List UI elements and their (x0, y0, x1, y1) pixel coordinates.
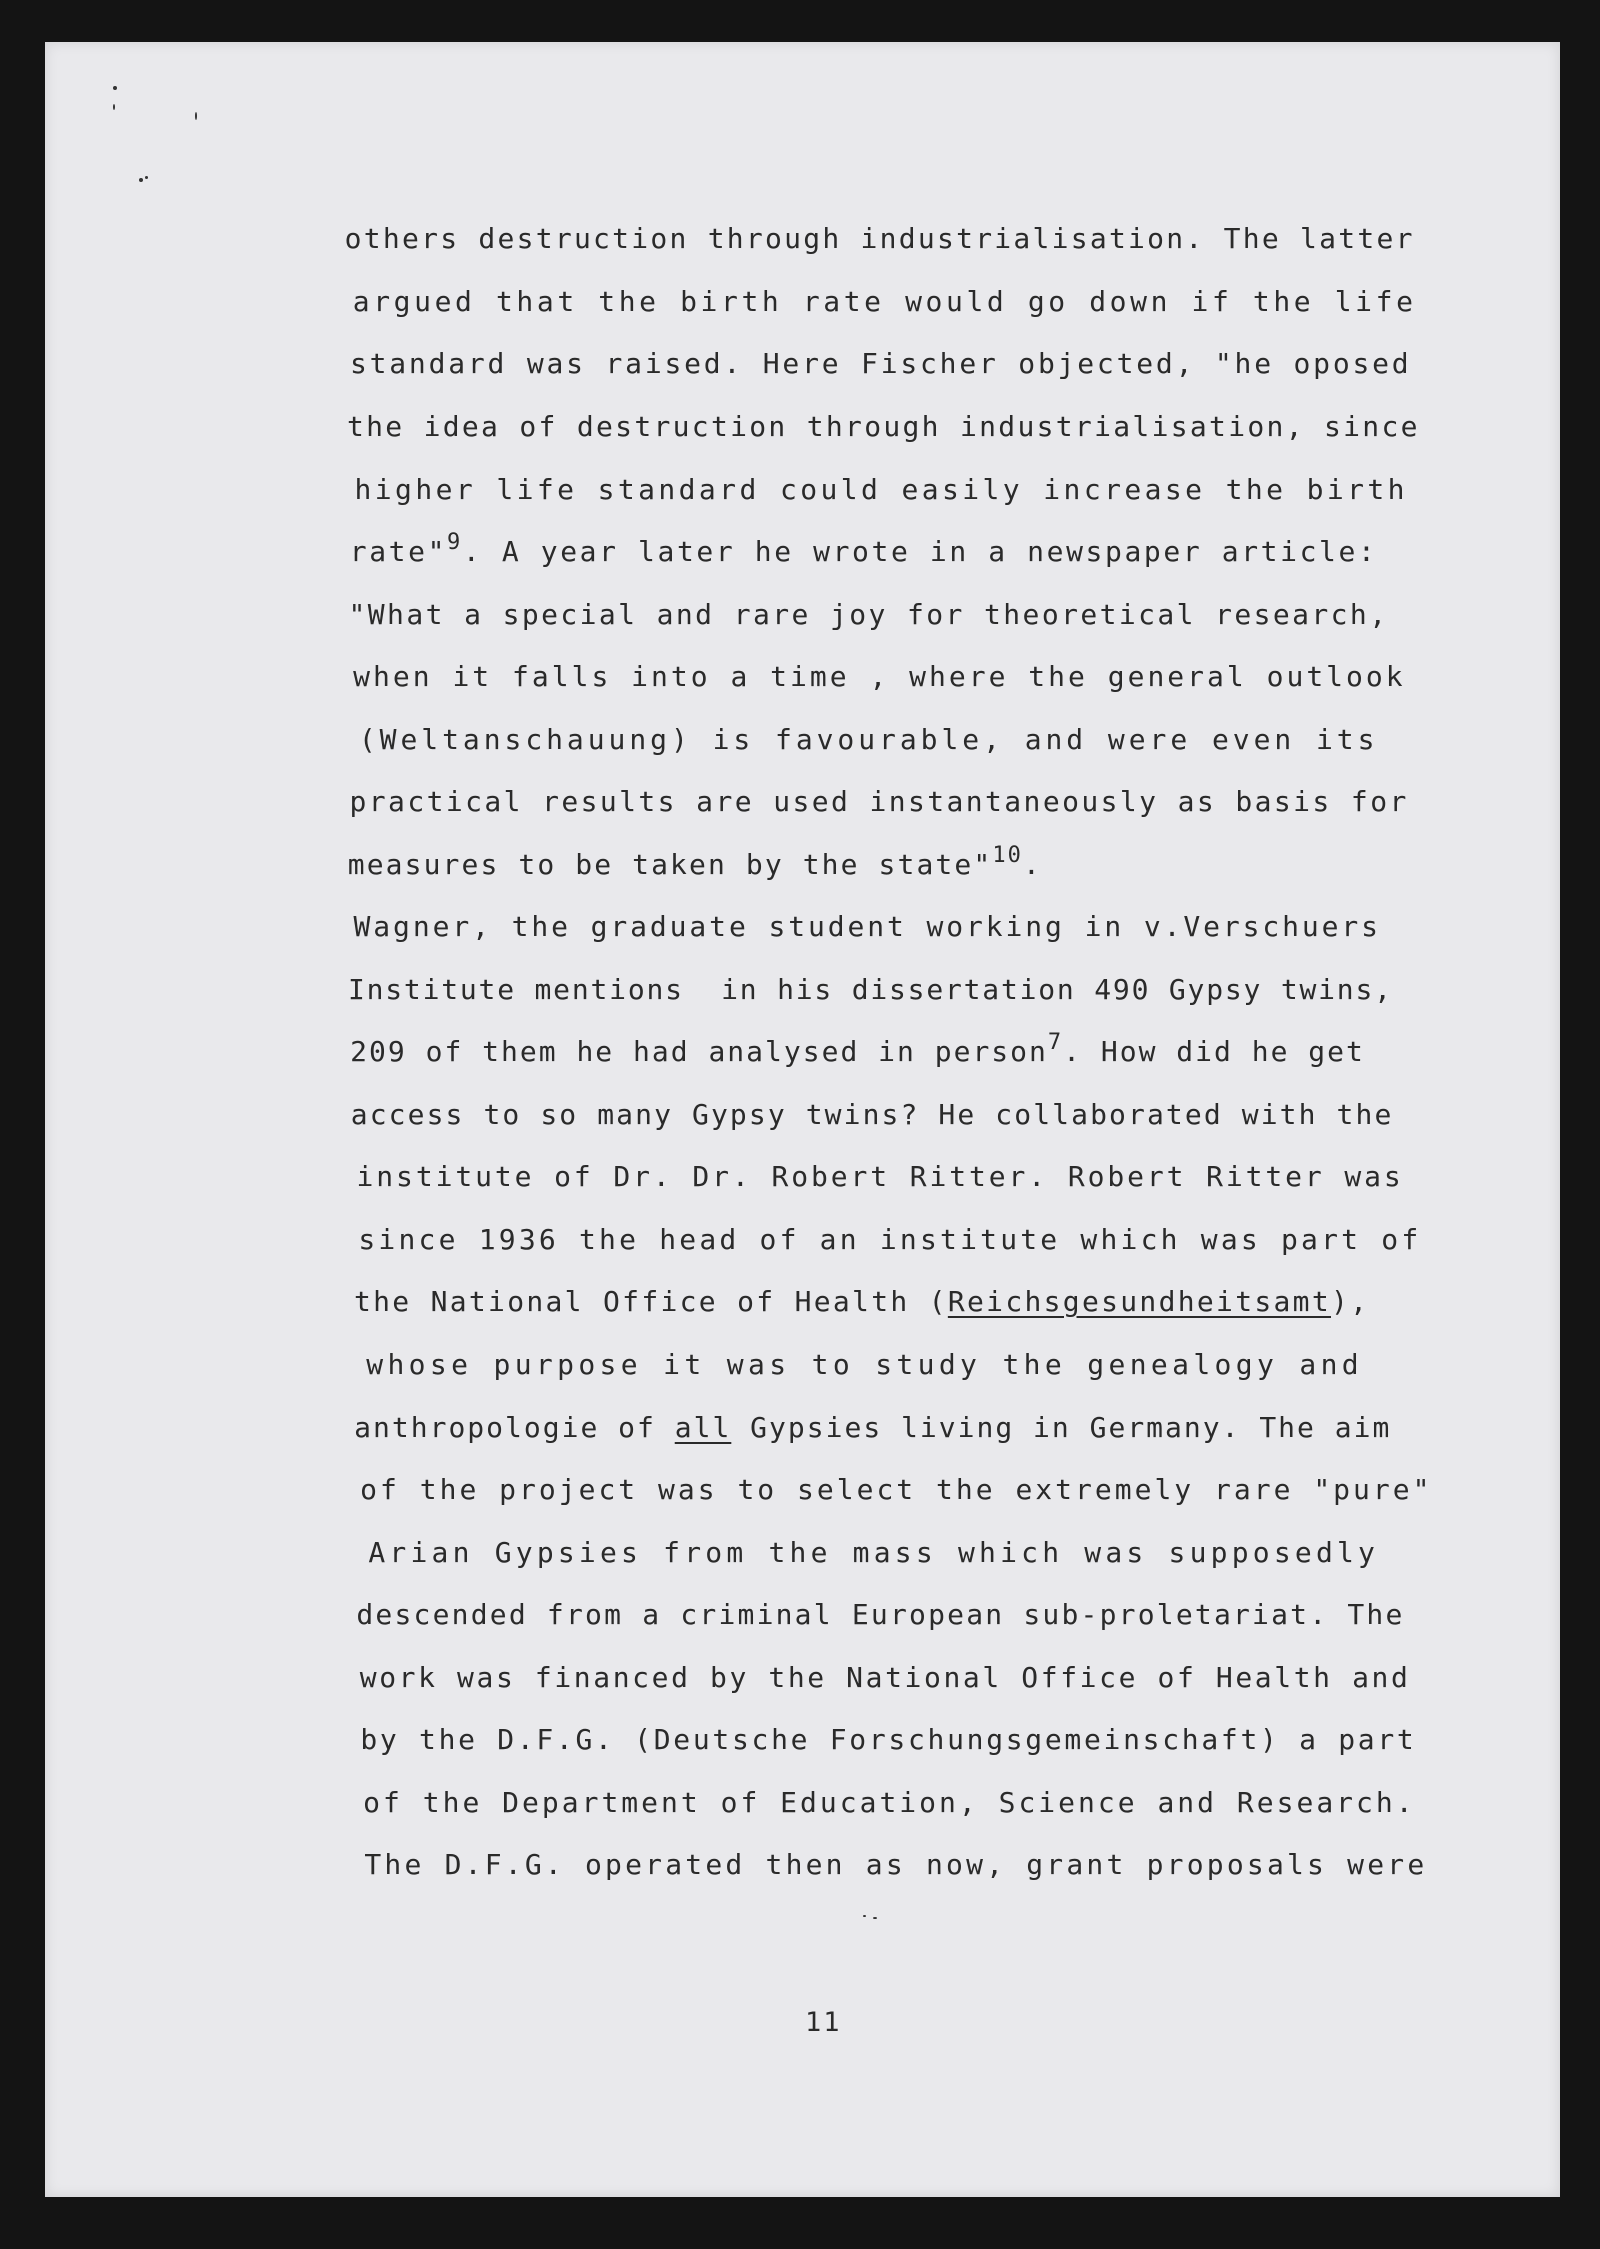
text-line: when it falls into a time , where the general outlook (353, 660, 1406, 693)
text-line: others destruction through industrialisation. The latter (344, 222, 1415, 255)
text-line: descended from a criminal European sub-proletariat. The (356, 1598, 1405, 1631)
stray-mark (113, 104, 115, 110)
text-line: institute of Dr. Dr. Robert Ritter. Robert Ritter was (356, 1160, 1404, 1193)
text-line: argued that the birth rate would go down if the life (352, 285, 1417, 318)
text-line: The D.F.G. operated then as now, grant proposals were (364, 1848, 1428, 1881)
text-line: by the D.F.G. (Deutsche Forschungsgemeinschaft) a part (360, 1723, 1417, 1756)
underlined-term: all (674, 1411, 732, 1444)
footnote-ref: 9 (447, 530, 463, 555)
text-line: work was financed by the National Office of Health and (359, 1661, 1411, 1694)
text-line: access to so many Gypsy twins? He collaborated with the (350, 1098, 1394, 1131)
text-line: 209 of them he had analysed in person$^7$. How did he get (350, 1030, 1365, 1068)
text-line: anthropologie of all Gypsies living in Germany. The aim (354, 1411, 1392, 1444)
stray-mark (863, 1915, 866, 1917)
text-line: higher life standard could easily increase the birth (354, 473, 1408, 506)
text-line: since 1936 the head of an institute which was part of (358, 1223, 1422, 1256)
text-line: rate"$^9$. A year later he wrote in a newspaper article: (349, 530, 1378, 568)
text-line: whose purpose it was to study the genealogy and (366, 1348, 1363, 1381)
text-line: the National Office of Health (Reichsgesundheitsamt), (353, 1285, 1370, 1318)
stray-mark (145, 176, 148, 179)
text-line: of the Department of Education, Science and Research. (363, 1786, 1416, 1819)
text-line: (Weltanschauung) is favourable, and were even its (358, 723, 1379, 756)
paper-sheet (45, 42, 1560, 2197)
stray-mark (139, 178, 143, 182)
text-line: standard was raised. Here Fischer objected, "he oposed (349, 347, 1412, 380)
stray-mark (113, 86, 117, 90)
footnote-ref: 7 (1047, 1030, 1064, 1055)
text-line: of the project was to select the extremely rare "pure" (360, 1473, 1433, 1506)
text-line: Institute mentions in his dissertation 490 Gypsy twins, (347, 973, 1393, 1006)
text-line: practical results are used instantaneously as basis for (349, 785, 1409, 818)
text-line: the idea of destruction through industrialisation, since (346, 410, 1420, 443)
footnote-ref: 10 (992, 843, 1024, 868)
text-line: measures to be taken by the state"$^{10}$. (347, 843, 1042, 881)
text-line: "What a special and rare joy for theoretical research, (348, 598, 1389, 631)
text-line: Arian Gypsies from the mass which was supposedly (368, 1536, 1380, 1569)
stray-mark (195, 112, 197, 120)
stray-mark (873, 1917, 877, 1919)
underlined-term: Reichsgesundheitsamt (947, 1285, 1331, 1318)
text-line: Wagner, the graduate student working in v.Verschuers (353, 910, 1381, 943)
page-number: 11 (805, 2007, 842, 2038)
